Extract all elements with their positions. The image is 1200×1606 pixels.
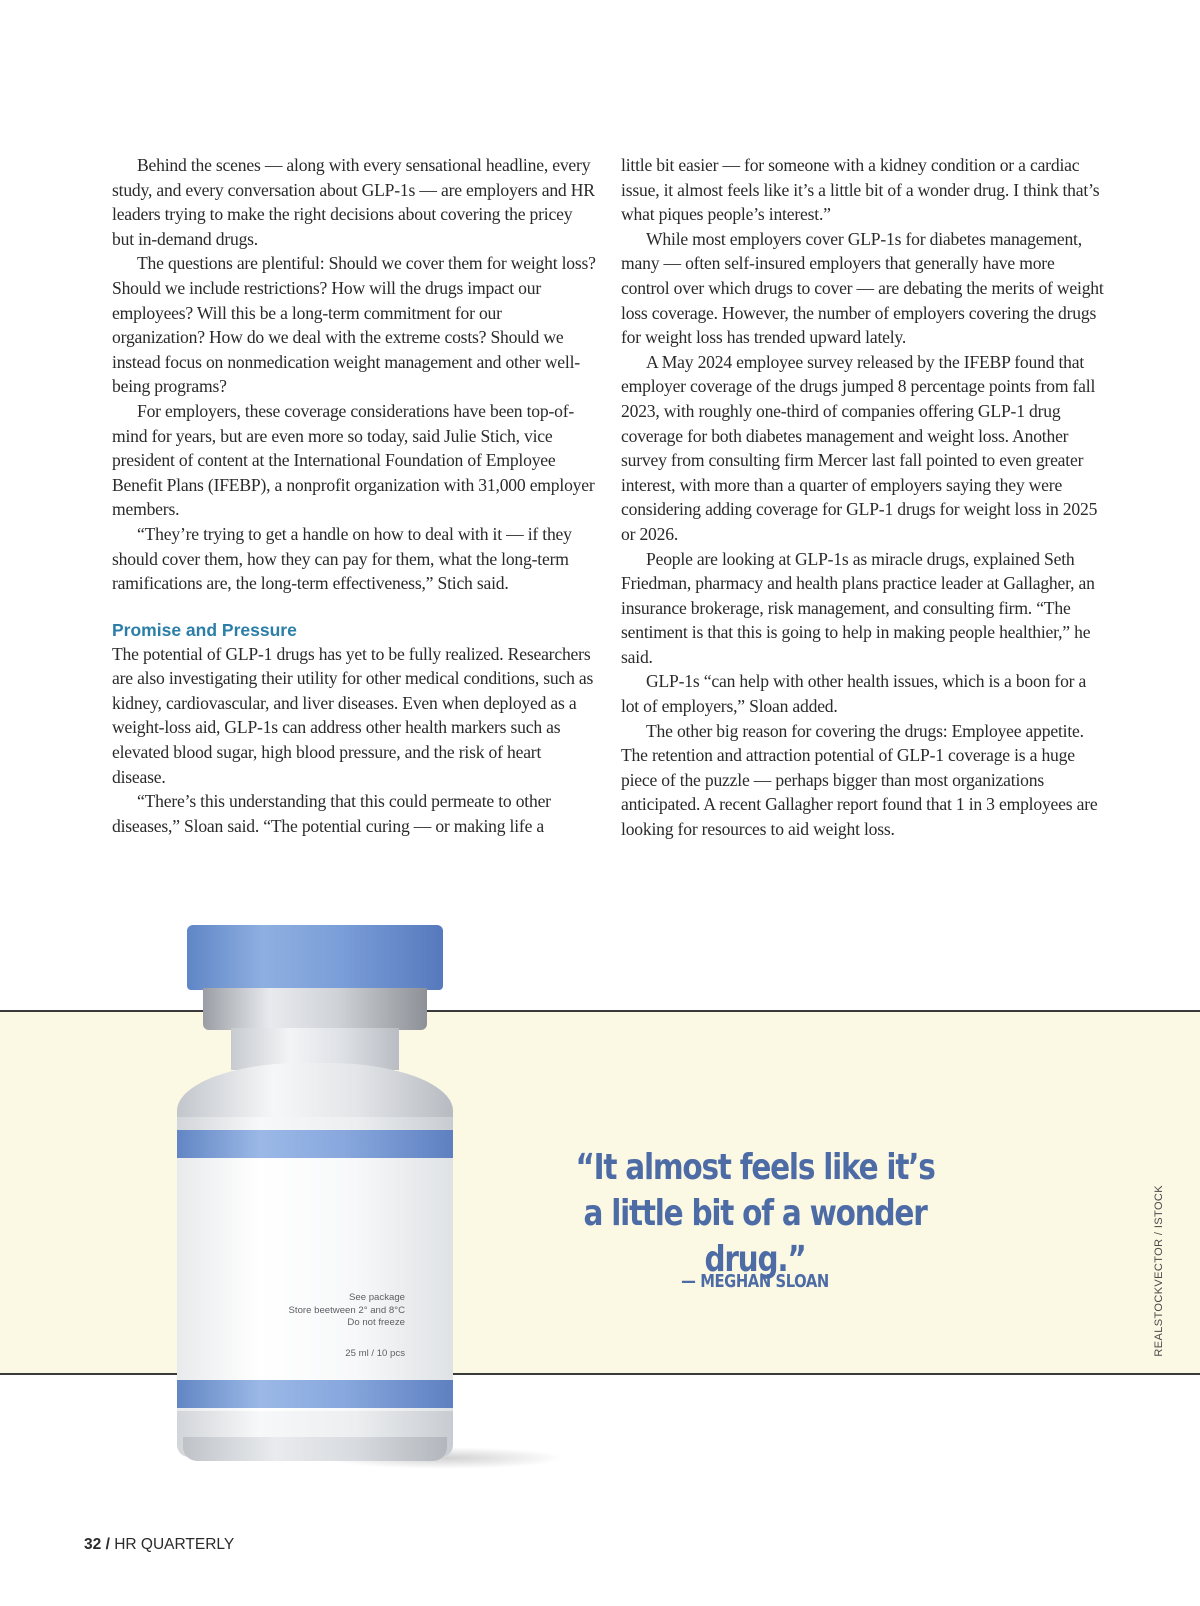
article-column-left [112, 153, 598, 838]
page-footer [84, 1536, 234, 1554]
footer-separator: / [105, 1536, 110, 1553]
vial-base [183, 1437, 447, 1461]
vial-label-band-bottom [177, 1380, 453, 1408]
body-paragraph: While most employers cover GLP-1s for diabetes management, many — often self-insured employers that generally have more control over which drugs to cover — are debating the merits of weight loss coverage. However, the number of employers covering the drugs for weight loss has trended upward lately. [621, 228, 1104, 348]
vial-label [177, 1133, 453, 1411]
body-paragraph: The potential of GLP-1 drugs has yet to be fully realized. Researchers are also investigating their utility for other medical conditions, such as kidney, cardiovascular, and liver diseases. Even when deployed as a weight-loss aid, GLP-1s can address other health markers such as elevated blood sugar, high blood pressure, and the risk of heart disease. [112, 643, 594, 787]
body-paragraph: Behind the scenes — along with every sensational headline, every study, and every conversation about GLP-1s — are employers and HR leaders trying to make the right decisions about covering the pricey but in-demand drugs. [112, 155, 595, 249]
publication-name: HR QUARTERLY [114, 1536, 235, 1553]
body-paragraph: A May 2024 employee survey released by the IFEBP found that employer coverage of the drugs jumped 8 percentage points from fall 2023, with roughly one-third of companies offering GLP-1 drug coverage for both diabetes management and weight loss. Another survey from consulting firm Mercer last fall pointed to even greater interest, with more than a quarter of employers saying they were considering adding coverage for GLP-1 drugs for weight loss in 2025 or 2026. [621, 351, 1098, 544]
page-number: 32 [84, 1536, 102, 1553]
vial-crimp [203, 988, 427, 1030]
pull-quote: “It almost feels like it’s a little bit of a wonder drug.” [575, 1147, 935, 1280]
body-paragraph: People are looking at GLP-1s as miracle drugs, explained Seth Friedman, pharmacy and health plans practice leader at Gallagher, an insurance brokerage, risk management, and consulting firm. “The sentiment is that this is going to help in making people healthier,” he said. [621, 548, 1095, 667]
vial-text-line: Store beetween 2° and 8°C [288, 1304, 405, 1316]
vial-text-line: Do not freeze [347, 1317, 405, 1328]
photo-credit: REALSTOCKVECTOR / ISTOCK [1153, 1185, 1165, 1357]
body-paragraph: “They’re trying to get a handle on how to deal with it — if they should cover them, how they can pay for them, what the long-term ramifications are, the long-term effectiveness,” Stich said. [112, 523, 572, 594]
vial-volume-text: 25 ml / 10 pcs [345, 1348, 405, 1359]
body-paragraph: For employers, these coverage considerations have been top-of-mind for years, but are even more so today, said Julie Stich, vice president of content at the International Foundation of Employee Benefit Plans (IFEBP), a nonprofit organization with 31,000 employer members. [112, 400, 595, 520]
section-subhead: Promise and Pressure [112, 619, 297, 640]
body-paragraph-continuation: little bit easier — for someone with a kidney condition or a cardiac issue, it almost feels like it’s a little bit of a wonder drug. I think that’s what piques people’s interest.” [621, 155, 1100, 225]
vial-shoulder [177, 1063, 453, 1123]
body-paragraph: “There’s this understanding that this could permeate to other diseases,” Sloan said. “The potential curing — or making life a [112, 791, 551, 836]
body-paragraph: GLP-1s “can help with other health issues, which is a boon for a lot of employers,” Sloan added. [621, 671, 1087, 717]
article-column-right [621, 153, 1107, 842]
vial-illustration [175, 925, 465, 1470]
pull-quote-attribution: — MEGHAN SLOAN [681, 1271, 829, 1292]
body-paragraph: The questions are plentiful: Should we cover them for weight loss? Should we include restrictions? How will the drugs impact our employees? Will this be a long-term commitment for our organization? How do we deal with the extreme costs? Should we instead focus on nonmedication weight management and other well-being programs? [112, 253, 596, 397]
vial-label-band-top [177, 1130, 453, 1158]
vial-cap [187, 925, 443, 990]
vial-text-line: See package [348, 1292, 405, 1303]
body-paragraph: The other big reason for covering the drugs: Employee appetite. The retention and attraction potential of GLP-1 coverage is a huge piece of the puzzle — perhaps bigger than most organizations anticipated. A recent Gallagher report found that 1 in 3 employees are looking for resources to aid weight loss. [621, 720, 1098, 840]
vial-storage-text [289, 1292, 405, 1330]
